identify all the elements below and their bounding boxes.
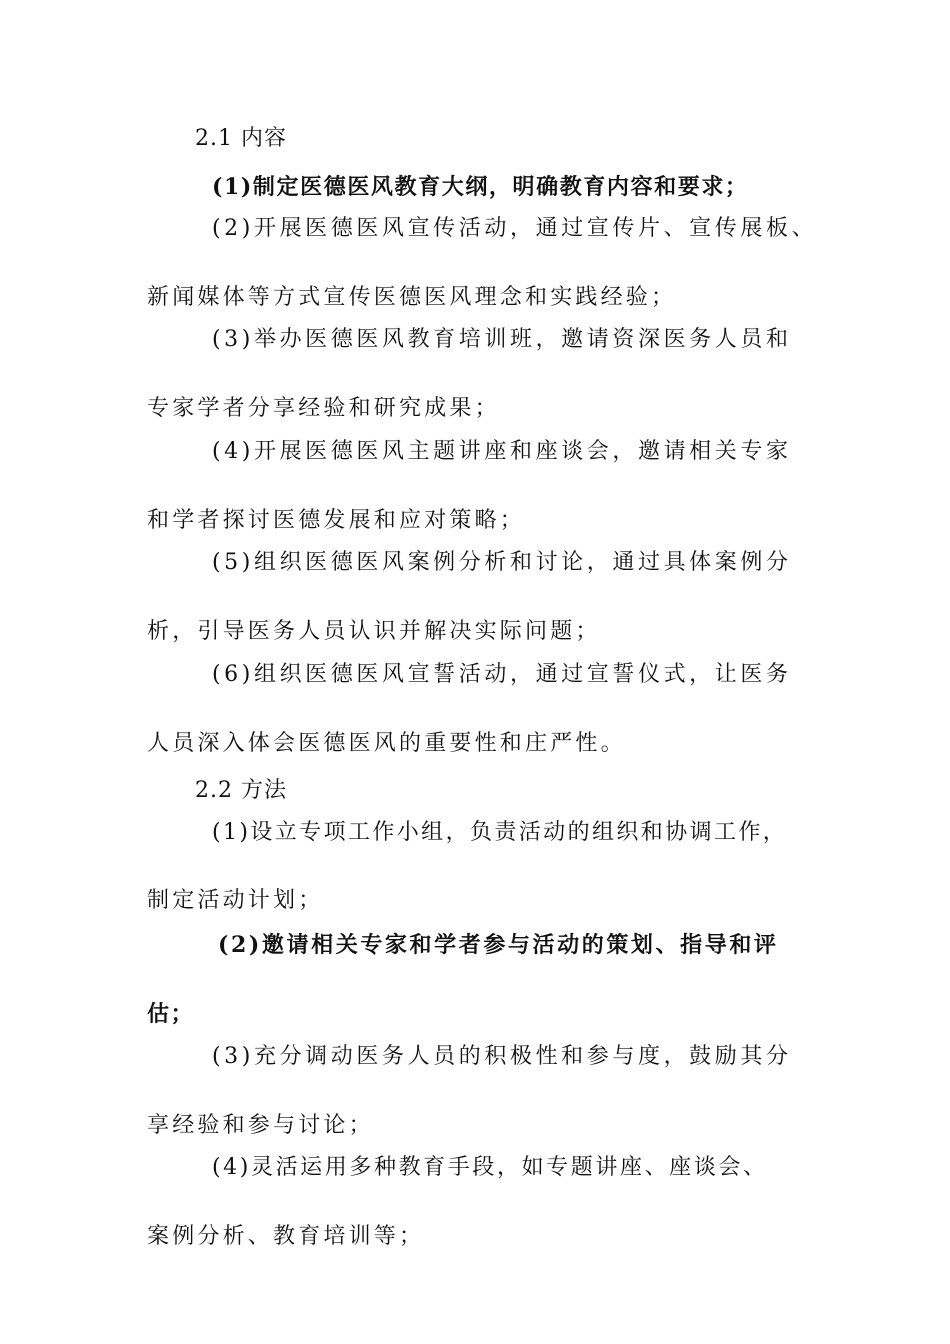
method-item-1-line-1: (1)设立专项工作小组，负责活动的组织和协调工作， xyxy=(212,820,788,845)
content-item-5-line-2: 析，引导医务人员认识并解决实际问题； xyxy=(147,619,601,644)
content-item-5-line-1: (5)组织医德医风案例分析和讨论，通过具体案例分 xyxy=(212,550,792,575)
content-item-4-line-1: (4)开展医德医风主题讲座和座谈会，邀请相关专家 xyxy=(212,439,792,464)
content-item-3-line-1: (3)举办医德医风教育培训班，邀请资深医务人员和 xyxy=(212,327,792,352)
content-item-4-line-2: 和学者探讨医德发展和应对策略； xyxy=(147,508,526,533)
method-item-4-line-1: (4)灵活运用多种教育手段，如专题讲座、座谈会、 xyxy=(212,1155,768,1180)
section-heading-2-1: 2.1 内容 xyxy=(195,126,287,151)
method-item-2-line-1: (2)邀请相关专家和学者参与活动的策划、指导和评 xyxy=(218,932,779,958)
content-item-6-line-1: (6)组织医德医风宣誓活动，通过宣誓仪式，让医务 xyxy=(212,662,792,687)
method-item-4-line-2: 案例分析、教育培训等； xyxy=(147,1224,425,1249)
content-item-1-line-1: (1)制定医德医风教育大纲，明确教育内容和要求； xyxy=(212,174,749,200)
content-item-3-line-2: 专家学者分享经验和研究成果； xyxy=(147,396,500,421)
section-heading-2-2: 2.2 方法 xyxy=(195,778,287,803)
content-item-2-line-1: (2)开展医德医风宣传活动，通过宣传片、宣传展板、 xyxy=(212,216,818,241)
content-item-2-line-2: 新闻媒体等方式宣传医德医风理念和实践经验； xyxy=(147,285,677,310)
method-item-2-line-2: 估； xyxy=(147,1001,195,1027)
content-item-6-line-2: 人员深入体会医德医风的重要性和庄严性。 xyxy=(147,731,626,756)
method-item-1-line-2: 制定活动计划； xyxy=(147,888,324,913)
method-item-3-line-2: 享经验和参与讨论； xyxy=(147,1113,374,1138)
method-item-3-line-1: (3)充分调动医务人员的积极性和参与度，鼓励其分 xyxy=(212,1044,792,1069)
